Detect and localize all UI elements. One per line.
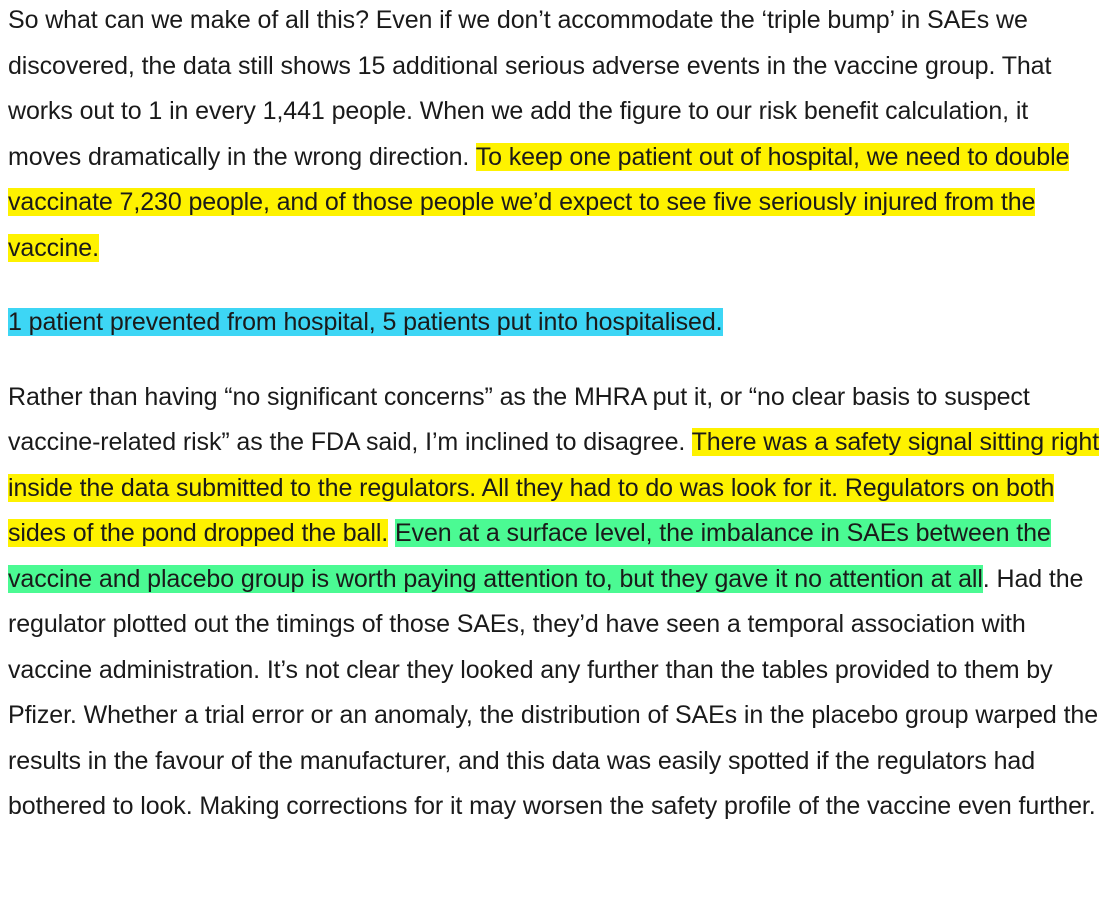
text-segment: Rather than having “no significant concerns” as the MHRA put it, or “no clear basis to suspect vaccine-related risk” as the FDA said, I’m inclined to disagree. (8, 382, 1030, 456)
text-segment: So what can we make of all this? Even if we don’t accommodate the ‘triple bump’ in SAEs we discovered, the data still shows 15 additional serious adverse events in the vaccine group. That works out to 1 in every 1,441 people. When we add the figure to our risk benefit calculation, it moves dramatically in the wrong direction. (8, 6, 1052, 171)
highlighted-text-yellow: There was a safety signal sitting right inside the data submitted to the regulators. All they had to do was look for it. Regulators on both sides of the pond dropped the ball. (8, 428, 1100, 547)
paragraph-risk-calculation (8, 0, 1100, 271)
paragraph-regulators (8, 375, 1100, 830)
text-segment: . Had the regulator plotted out the timings of those SAEs, they’d have seen a temporal association with vaccine administration. It’s not clear they looked any further than the tables provided to them by Pfizer. Whether a trial error or an anomaly, the distribution of SAEs in the placebo group warped the results in the favour of the manufacturer, and this data was easily spotted if the regulators had bothered to look. Making corrections for it may worsen the safety profile of the vaccine even further. (8, 564, 1099, 820)
highlighted-text-yellow: To keep one patient out of hospital, we need to double vaccinate 7,230 people, and of those people we’d expect to see five seriously injured from the vaccine. (8, 142, 1070, 262)
text-segment (388, 519, 395, 547)
highlighted-text-green: Even at a surface level, the imbalance in SAEs between the vaccine and placebo group is worth paying attention to, but they gave it no attention at all (8, 519, 1051, 593)
article-body (8, 0, 1100, 859)
paragraph-summary (8, 300, 1100, 346)
highlighted-text-cyan: 1 patient prevented from hospital, 5 patients put into hospitalised. (8, 308, 723, 336)
